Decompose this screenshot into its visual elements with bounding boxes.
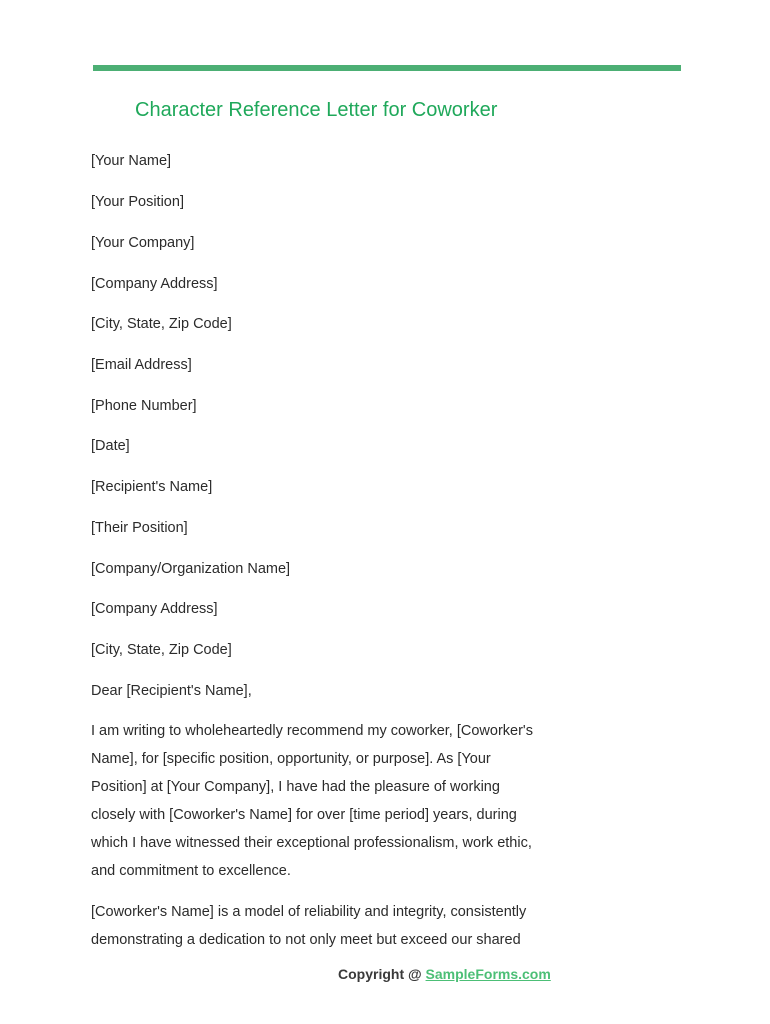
sender-address: [Company Address]: [91, 276, 218, 292]
document-title: Character Reference Letter for Coworker: [135, 99, 498, 121]
recipient-position: [Their Position]: [91, 520, 188, 536]
paragraph-line: closely with [Coworker's Name] for over [time period] years, during: [91, 807, 517, 823]
body-paragraph-1: [91, 717, 561, 885]
brand-link[interactable]: SampleForms.com: [425, 966, 551, 982]
paragraph-line: Position] at [Your Company], I have had the pleasure of working: [91, 779, 500, 795]
sender-email: [Email Address]: [91, 357, 192, 373]
recipient-organization: [Company/Organization Name]: [91, 561, 291, 577]
paragraph-line: Name], for [specific position, opportunity, or purpose]. As [Your: [91, 751, 491, 767]
salutation: Dear [Recipient's Name],: [91, 683, 252, 699]
recipient-address: [Company Address]: [91, 601, 218, 617]
sender-position: [Your Position]: [91, 194, 184, 210]
sender-name: [Your Name]: [91, 153, 172, 169]
paragraph-line: which I have witnessed their exceptional professionalism, work ethic,: [91, 835, 532, 851]
letter-date: [Date]: [91, 438, 130, 454]
recipient-name: [Recipient's Name]: [91, 479, 213, 495]
paragraph-line: I am writing to wholeheartedly recommend my coworker, [Coworker's: [91, 723, 533, 739]
copyright-footer: [338, 966, 551, 982]
header-rule: [93, 65, 681, 71]
copyright-prefix: Copyright @: [338, 966, 426, 982]
body-paragraph-2: [91, 898, 561, 954]
sender-city-state-zip: [City, State, Zip Code]: [91, 316, 232, 332]
sender-phone: [Phone Number]: [91, 398, 197, 414]
recipient-city-state-zip: [City, State, Zip Code]: [91, 642, 232, 658]
paragraph-line: and commitment to excellence.: [91, 863, 291, 879]
paragraph-line: demonstrating a dedication to not only meet but exceed our shared: [91, 932, 521, 948]
sender-company: [Your Company]: [91, 235, 195, 251]
paragraph-line: [Coworker's Name] is a model of reliability and integrity, consistently: [91, 904, 527, 920]
